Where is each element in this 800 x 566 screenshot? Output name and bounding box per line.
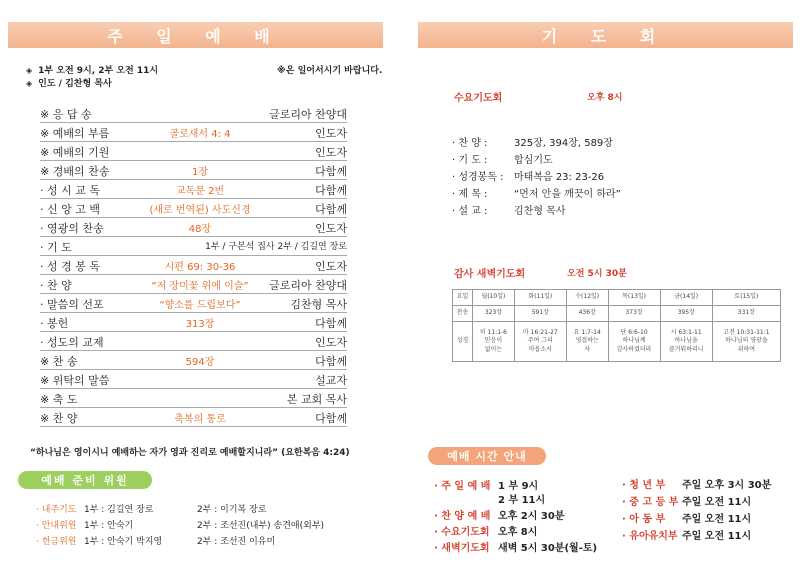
order-row bbox=[40, 370, 347, 389]
order-row bbox=[40, 218, 347, 237]
order-item-leader: 다함께 bbox=[315, 184, 347, 197]
prep-second-service: 2부 : 조선진 이유미 bbox=[197, 537, 276, 547]
program-value: “먼저 안을 깨끗이 하라” bbox=[514, 189, 621, 200]
prep-label: · 내주기도 bbox=[36, 505, 77, 515]
order-item-leader: 글로리아 찬양대 bbox=[269, 108, 347, 121]
order-item-leader: 김찬형 목사 bbox=[290, 298, 347, 311]
dawn-hymn-cell: 373장 bbox=[608, 306, 660, 322]
order-item-name: ※ 예배의 부름 bbox=[40, 127, 110, 140]
order-item-name: ※ 찬 양 bbox=[40, 412, 78, 425]
program-value: 김찬형 목사 bbox=[514, 206, 566, 217]
order-item-leader: 다함께 bbox=[315, 165, 347, 178]
program-key: · 설 교 : bbox=[452, 206, 488, 217]
order-row bbox=[40, 275, 347, 294]
dawn-prayer-time: 오전 5시 30분 bbox=[567, 269, 627, 279]
service-time-row bbox=[434, 523, 537, 538]
dawn-bible-label: 성경 bbox=[453, 322, 473, 362]
order-row bbox=[40, 199, 347, 218]
service-times-title: 예배 시간 안내 bbox=[428, 447, 546, 465]
service-time-row bbox=[434, 539, 597, 554]
service-time-row bbox=[434, 507, 564, 522]
dawn-hymn-cell: 436장 bbox=[566, 306, 608, 322]
order-row bbox=[40, 389, 347, 408]
order-item-leader: 다함께 bbox=[315, 355, 347, 368]
dawn-header-cell: 화(11일) bbox=[514, 290, 566, 306]
order-item-detail: “향소를 드립보다” bbox=[159, 300, 241, 311]
order-item-detail: (새로 번역된) 사도신경 bbox=[149, 205, 251, 216]
wednesday-program-row bbox=[452, 168, 604, 183]
dawn-bible-cell bbox=[608, 322, 660, 362]
service-time-value: 오후 2시 30분 bbox=[498, 511, 565, 522]
order-item-detail: “저 장미꽃 위에 이슬” bbox=[151, 281, 249, 292]
order-item-leader: 인도자 bbox=[315, 127, 347, 140]
dept-time-value: 주일 오전 11시 bbox=[682, 497, 752, 508]
wednesday-program-row bbox=[452, 134, 613, 149]
order-row bbox=[40, 104, 347, 123]
order-row bbox=[40, 351, 347, 370]
order-item-name: ※ 축 도 bbox=[40, 393, 78, 406]
service-time-row bbox=[434, 477, 538, 492]
dawn-prayer-title: 감사 새벽기도회 bbox=[454, 269, 526, 280]
dawn-bible-line: 자 bbox=[584, 345, 591, 353]
dawn-header-cell: 금(14일) bbox=[660, 290, 712, 306]
dept-time-row bbox=[622, 493, 751, 508]
order-item-leader: 본 교회 목사 bbox=[286, 393, 347, 406]
dawn-bible-line: 단 6:6-10 bbox=[620, 329, 648, 336]
order-row bbox=[40, 256, 347, 275]
order-row bbox=[40, 332, 347, 351]
prep-row bbox=[36, 534, 275, 547]
dawn-bible-line: 마옵소서 bbox=[528, 345, 552, 353]
service-time-row bbox=[434, 491, 545, 506]
order-item-leader: 글로리아 찬양대 bbox=[269, 279, 347, 292]
dept-label: · 청 년 부 bbox=[622, 480, 666, 491]
dept-label: · 아 동 부 bbox=[622, 514, 666, 525]
dept-label: · 유아유치부 bbox=[622, 531, 678, 542]
dawn-bible-cell bbox=[660, 322, 712, 362]
service-time-value: 1 부 9시 bbox=[498, 481, 539, 492]
order-item-detail: 594장 bbox=[185, 357, 215, 368]
dawn-table-hymns bbox=[453, 306, 781, 322]
stand-notice: ※온 일어서시기 바랍니다. bbox=[277, 66, 383, 76]
service-time-label: · 주 일 예 배 bbox=[434, 481, 491, 492]
prep-row bbox=[36, 502, 267, 515]
dawn-bible-line: 없이는 bbox=[484, 345, 503, 353]
prep-first-service: 1부 : 안숙기 bbox=[84, 521, 134, 531]
prep-first-service: 1부 : 김길연 장로 bbox=[84, 505, 154, 515]
program-key: · 성경봉독 : bbox=[452, 172, 504, 183]
dawn-bible-line: 히 11:1-6 bbox=[479, 329, 508, 336]
order-item-name: · 말씀의 선포 bbox=[40, 298, 104, 311]
dept-time-value: 주일 오전 11시 bbox=[682, 514, 752, 525]
order-item-name: · 찬 양 bbox=[40, 279, 72, 292]
dawn-header-cell: 수(12일) bbox=[566, 290, 608, 306]
order-item-detail: 313장 bbox=[185, 319, 215, 330]
dawn-header-cell: 목(13일) bbox=[608, 290, 660, 306]
order-item-detail: 축복의 통로 bbox=[174, 414, 226, 425]
order-row bbox=[40, 180, 347, 199]
order-item-name: ※ 찬 송 bbox=[40, 355, 78, 368]
order-item-leader: 1부 / 구본석 집사 2부 / 김길연 장로 bbox=[205, 242, 347, 252]
prayer-meeting-header: 기 도 회 bbox=[418, 22, 793, 48]
order-item-detail: 시편 69: 30-36 bbox=[164, 262, 236, 273]
order-item-leader: 인도자 bbox=[315, 336, 347, 349]
dawn-bible-line: 하나님의 영광을 bbox=[725, 337, 768, 345]
dawn-bible-line: 고전 10:31-11:1 bbox=[723, 329, 770, 336]
sunday-service-header: 주 일 예 배 bbox=[8, 22, 383, 48]
order-item-name: ※ 경배의 찬송 bbox=[40, 165, 110, 178]
dawn-bible-line: 감사하였더라 bbox=[616, 345, 652, 353]
order-row bbox=[40, 294, 347, 313]
order-row bbox=[40, 237, 347, 256]
order-item-leader: 다함께 bbox=[315, 317, 347, 330]
order-item-detail: 48장 bbox=[188, 224, 212, 235]
order-item-detail: 1장 bbox=[191, 167, 209, 178]
service-time-label: · 찬 양 예 배 bbox=[434, 511, 491, 522]
dawn-bible-line: 즐거워하리니 bbox=[668, 345, 704, 353]
dawn-hymn-cell: 395장 bbox=[660, 306, 712, 322]
program-value: 합심기도 bbox=[514, 155, 553, 166]
service-time-label: · 새벽기도회 bbox=[434, 543, 490, 554]
dawn-bible-cell bbox=[566, 322, 608, 362]
dawn-bible-cell bbox=[473, 322, 515, 362]
order-item-name: · 봉헌 bbox=[40, 317, 69, 330]
order-item-name: ※ 응 답 송 bbox=[40, 108, 92, 121]
dept-time-value: 주일 오전 11시 bbox=[682, 531, 752, 542]
dawn-bible-line: 영접하는 bbox=[575, 337, 599, 345]
order-row bbox=[40, 408, 347, 427]
dawn-table-header bbox=[453, 290, 781, 306]
dawn-bible-line: 위하여 bbox=[737, 345, 756, 353]
dawn-header-cell: 월(10일) bbox=[473, 290, 515, 306]
program-value: 마태복음 23: 23-26 bbox=[514, 172, 605, 183]
program-key: · 찬 양 : bbox=[452, 138, 488, 149]
wednesday-prayer-title: 수요기도회 bbox=[454, 93, 503, 104]
order-item-leader: 다함께 bbox=[315, 203, 347, 216]
dept-time-row bbox=[622, 510, 751, 525]
order-item-leader: 인도자 bbox=[315, 146, 347, 159]
order-row bbox=[40, 142, 347, 161]
wednesday-program-row bbox=[452, 202, 565, 217]
wednesday-program-row bbox=[452, 151, 553, 166]
dept-time-value: 주일 오후 3시 30분 bbox=[682, 480, 772, 491]
service-time-label: · 수요기도회 bbox=[434, 527, 490, 538]
dawn-bible-cell bbox=[514, 322, 566, 362]
program-value: 325장, 394장, 589장 bbox=[514, 138, 613, 149]
order-item-name: · 성도의 교제 bbox=[40, 336, 104, 349]
diamond-icon: ◈ bbox=[26, 66, 33, 75]
order-item-name: ※ 예배의 기원 bbox=[40, 146, 110, 159]
wednesday-prayer-time: 오후 8시 bbox=[587, 93, 623, 103]
prep-second-service: 2부 : 이기복 장로 bbox=[197, 505, 267, 515]
order-row bbox=[40, 313, 347, 332]
dawn-bible-line: 믿음이 bbox=[484, 337, 503, 345]
order-item-leader: 인도자 bbox=[315, 260, 347, 273]
dawn-bible-line: 하나님을 bbox=[674, 337, 698, 345]
scripture-verse: “하나님은 영이시니 예배하는 자가 영과 진리로 예배할지니라” (요한복음 4:24) bbox=[30, 448, 350, 458]
dawn-bible-line: 주여 그리 bbox=[527, 337, 553, 345]
program-key: · 제 목 : bbox=[452, 189, 488, 200]
dawn-hymn-label: 찬송 bbox=[453, 306, 473, 322]
order-item-leader: 인도자 bbox=[315, 222, 347, 235]
prep-committee-title: 예배 준비 위원 bbox=[18, 471, 152, 489]
order-item-name: · 성 시 교 독 bbox=[40, 184, 100, 197]
dept-time-row bbox=[622, 476, 771, 491]
dawn-bible-line: 요 1:7-14 bbox=[573, 329, 601, 336]
dawn-hymn-cell: 331장 bbox=[712, 306, 780, 322]
service-time-value: 2 부 11시 bbox=[498, 495, 546, 506]
dawn-header-cell: 요일 bbox=[453, 290, 473, 306]
dawn-bible-line: 하나님께 bbox=[622, 337, 646, 345]
order-item-name: · 성 경 봉 독 bbox=[40, 260, 100, 273]
order-row bbox=[40, 123, 347, 142]
order-item-name: · 신 앙 고 백 bbox=[40, 203, 100, 216]
wednesday-program-row bbox=[452, 185, 621, 200]
order-item-name: ※ 위탁의 말씀 bbox=[40, 374, 110, 387]
order-item-name: · 기 도 bbox=[40, 241, 72, 254]
service-time-value: 새벽 5시 30분(월-토) bbox=[498, 543, 598, 554]
dawn-header-cell: 토(15일) bbox=[712, 290, 780, 306]
dept-time-row bbox=[622, 527, 751, 542]
service-times: ◈ 1부 오전 9시, 2부 오전 11시 bbox=[26, 66, 159, 76]
dept-label: · 중 고 등 부 bbox=[622, 497, 679, 508]
dawn-bible-line: 마 16:21-27 bbox=[522, 329, 558, 336]
prep-first-service: 1부 : 안숙기 박지영 bbox=[84, 537, 163, 547]
order-item-leader: 설교자 bbox=[315, 374, 347, 387]
order-item-leader: 다함께 bbox=[315, 412, 347, 425]
service-leader: ◈ 인도 / 김찬형 목사 bbox=[26, 79, 112, 89]
prep-second-service: 2부 : 조선진(내부) 송견애(외부) bbox=[197, 521, 325, 531]
order-row bbox=[40, 161, 347, 180]
dawn-hymn-cell: 591장 bbox=[514, 306, 566, 322]
diamond-icon: ◈ bbox=[26, 79, 33, 88]
dawn-hymn-cell: 323장 bbox=[473, 306, 515, 322]
prep-label: · 헌금위원 bbox=[36, 537, 77, 547]
order-item-detail: 교독문 2번 bbox=[175, 186, 225, 197]
service-time-value: 오후 8시 bbox=[498, 527, 538, 538]
prep-label: · 안내위원 bbox=[36, 521, 77, 531]
dawn-bible-line: 시 63:1-11 bbox=[670, 329, 702, 336]
program-key: · 기 도 : bbox=[452, 155, 488, 166]
dawn-prayer-table bbox=[452, 289, 781, 362]
order-item-name: · 영광의 찬송 bbox=[40, 222, 104, 235]
order-item-detail: 골로새서 4: 4 bbox=[169, 129, 231, 140]
dawn-table-bible bbox=[453, 322, 781, 362]
dawn-bible-cell bbox=[712, 322, 780, 362]
prep-row bbox=[36, 518, 324, 531]
